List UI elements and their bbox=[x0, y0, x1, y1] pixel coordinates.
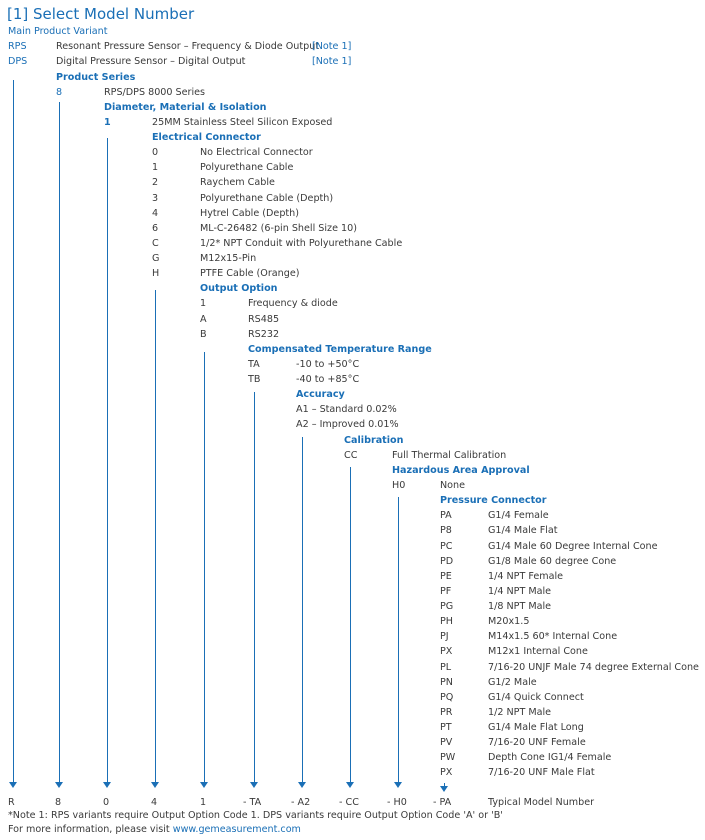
arrow-down-icon bbox=[394, 782, 402, 788]
oo-code: A bbox=[200, 314, 207, 325]
arrow-down-icon bbox=[250, 782, 258, 788]
haz-desc: None bbox=[440, 480, 466, 491]
arrow-down-icon bbox=[440, 786, 448, 792]
ec-code: 6 bbox=[152, 223, 159, 234]
pc-code: PF bbox=[440, 586, 452, 597]
pc-desc: 7/16-20 UNF Female bbox=[488, 737, 586, 748]
accuracy-item: A2 – Improved 0.01% bbox=[296, 419, 399, 430]
main-variant-heading: Main Product Variant bbox=[8, 26, 108, 37]
ec-code: G bbox=[152, 253, 160, 264]
tr-desc: -10 to +50°C bbox=[296, 359, 360, 370]
ec-code: 4 bbox=[152, 208, 159, 219]
arrow-down-icon bbox=[9, 782, 17, 788]
pc-desc: G1/4 Female bbox=[488, 510, 549, 521]
ec-desc: No Electrical Connector bbox=[200, 147, 313, 158]
pc-code: PA bbox=[440, 510, 452, 521]
pc-desc: M12x1 Internal Cone bbox=[488, 646, 588, 657]
model-part: R bbox=[8, 797, 15, 808]
ec-code: 1 bbox=[152, 162, 159, 173]
ec-desc: Raychem Cable bbox=[200, 177, 275, 188]
pc-code: PG bbox=[440, 601, 454, 612]
pressure-connector-heading: Pressure Connector bbox=[440, 495, 547, 506]
pc-code: PX bbox=[440, 767, 453, 778]
oo-code: 1 bbox=[200, 298, 207, 309]
tr-code: TB bbox=[248, 374, 261, 385]
pc-desc: G1/4 Male Flat Long bbox=[488, 722, 584, 733]
pc-desc: M20x1.5 bbox=[488, 616, 530, 627]
pc-code: PD bbox=[440, 556, 454, 567]
ec-desc: M12x15-Pin bbox=[200, 253, 257, 264]
info-line bbox=[8, 824, 301, 836]
ec-desc: Polyurethane Cable bbox=[200, 162, 294, 173]
footnote: *Note 1: RPS variants require Output Option Code 1. DPS variants require Output Option Code 'A' or 'B' bbox=[8, 810, 503, 821]
pc-code: PE bbox=[440, 571, 452, 582]
connector-line bbox=[13, 80, 14, 782]
oo-desc: Frequency & diode bbox=[248, 298, 338, 309]
ec-desc: Hytrel Cable (Depth) bbox=[200, 208, 299, 219]
model-part: - PA bbox=[433, 797, 452, 808]
arrow-down-icon bbox=[151, 782, 159, 788]
ec-desc: 1/2* NPT Conduit with Polyurethane Cable bbox=[200, 238, 403, 249]
output-option-heading: Output Option bbox=[200, 283, 278, 294]
series-desc: RPS/DPS 8000 Series bbox=[104, 87, 206, 98]
model-part: 8 bbox=[55, 797, 62, 808]
ec-code: H bbox=[152, 268, 160, 279]
variant-desc: Digital Pressure Sensor – Digital Output bbox=[56, 56, 246, 67]
connector-line bbox=[350, 467, 351, 782]
arrow-down-icon bbox=[298, 782, 306, 788]
arrow-down-icon bbox=[55, 782, 63, 788]
pc-code: PR bbox=[440, 707, 453, 718]
calibration-heading: Calibration bbox=[344, 435, 404, 446]
note-link[interactable]: [Note 1] bbox=[312, 56, 352, 67]
diameter-code: 1 bbox=[104, 117, 111, 128]
oo-desc: RS485 bbox=[248, 314, 280, 325]
variant-code: DPS bbox=[8, 56, 28, 67]
oo-desc: RS232 bbox=[248, 329, 280, 340]
model-part: 1 bbox=[200, 797, 207, 808]
ec-code: 2 bbox=[152, 177, 159, 188]
pc-code: PH bbox=[440, 616, 453, 627]
connector-line bbox=[204, 352, 205, 782]
pc-desc: 1/2 NPT Male bbox=[488, 707, 552, 718]
pc-code: PL bbox=[440, 662, 452, 673]
model-part: - H0 bbox=[387, 797, 407, 808]
connector-line bbox=[254, 392, 255, 782]
pc-code: PT bbox=[440, 722, 452, 733]
pc-desc: Depth Cone IG1/4 Female bbox=[488, 752, 612, 763]
electrical-connector-heading: Electrical Connector bbox=[152, 132, 261, 143]
product-series-heading: Product Series bbox=[56, 72, 136, 83]
variant-desc: Resonant Pressure Sensor – Frequency & Diode Output bbox=[56, 41, 320, 52]
cal-desc: Full Thermal Calibration bbox=[392, 450, 507, 461]
model-part: - TA bbox=[243, 797, 262, 808]
connector-line bbox=[398, 497, 399, 782]
pc-code: P8 bbox=[440, 525, 452, 536]
pc-code: PX bbox=[440, 646, 453, 657]
pc-code: PJ bbox=[440, 631, 449, 642]
pc-desc: 7/16-20 UNJF Male 74 degree External Cone bbox=[488, 662, 699, 673]
oo-code: B bbox=[200, 329, 207, 340]
arrow-down-icon bbox=[346, 782, 354, 788]
pc-desc: G1/4 Male Flat bbox=[488, 525, 558, 536]
pc-desc: G1/2 Male bbox=[488, 677, 537, 688]
series-code: 8 bbox=[56, 87, 63, 98]
pc-desc: 1/4 NPT Female bbox=[488, 571, 564, 582]
pc-desc: M14x1.5 60* Internal Cone bbox=[488, 631, 618, 642]
tr-desc: -40 to +85°C bbox=[296, 374, 360, 385]
connector-line bbox=[302, 437, 303, 782]
model-part: 4 bbox=[151, 797, 158, 808]
ec-desc: PTFE Cable (Orange) bbox=[200, 268, 300, 279]
model-part: - CC bbox=[339, 797, 359, 808]
accuracy-heading: Accuracy bbox=[296, 389, 345, 400]
pc-code: PW bbox=[440, 752, 456, 763]
accuracy-item: A1 – Standard 0.02% bbox=[296, 404, 397, 415]
pc-desc: G1/4 Male 60 Degree Internal Cone bbox=[488, 541, 658, 552]
model-part: - A2 bbox=[291, 797, 311, 808]
haz-code: H0 bbox=[392, 480, 406, 491]
arrow-down-icon bbox=[103, 782, 111, 788]
temperature-range-heading: Compensated Temperature Range bbox=[248, 344, 432, 355]
pc-code: PV bbox=[440, 737, 453, 748]
pc-desc: 7/16-20 UNF Male Flat bbox=[488, 767, 595, 778]
tr-code: TA bbox=[248, 359, 260, 370]
pc-desc: 1/8 NPT Male bbox=[488, 601, 552, 612]
arrow-down-icon bbox=[200, 782, 208, 788]
cal-code: CC bbox=[344, 450, 358, 461]
info-prefix: For more information, please visit bbox=[8, 824, 170, 835]
pc-desc: G1/8 Male 60 degree Cone bbox=[488, 556, 617, 567]
note-link[interactable]: [Note 1] bbox=[312, 41, 352, 52]
page-title: [1] Select Model Number bbox=[7, 5, 195, 23]
pc-code: PQ bbox=[440, 692, 454, 703]
ec-code: 3 bbox=[152, 193, 159, 204]
pc-code: PN bbox=[440, 677, 453, 688]
variant-code: RPS bbox=[8, 41, 27, 52]
diameter-heading: Diameter, Material & Isolation bbox=[104, 102, 267, 113]
ec-code: C bbox=[152, 238, 159, 249]
ec-desc: Polyurethane Cable (Depth) bbox=[200, 193, 334, 204]
website-link[interactable]: www.gemeasurement.com bbox=[172, 824, 301, 835]
pc-desc: 1/4 NPT Male bbox=[488, 586, 552, 597]
ec-desc: ML-C-26482 (6-pin Shell Size 10) bbox=[200, 223, 357, 234]
connector-line bbox=[155, 290, 156, 782]
pc-code: PC bbox=[440, 541, 453, 552]
pc-desc: G1/4 Quick Connect bbox=[488, 692, 584, 703]
connector-line bbox=[107, 138, 108, 782]
ec-code: 0 bbox=[152, 147, 159, 158]
connector-line bbox=[59, 102, 60, 782]
model-part: 0 bbox=[103, 797, 110, 808]
model-number-label: Typical Model Number bbox=[488, 797, 595, 808]
diameter-desc: 25MM Stainless Steel Silicon Exposed bbox=[152, 117, 333, 128]
hazardous-heading: Hazardous Area Approval bbox=[392, 465, 530, 476]
